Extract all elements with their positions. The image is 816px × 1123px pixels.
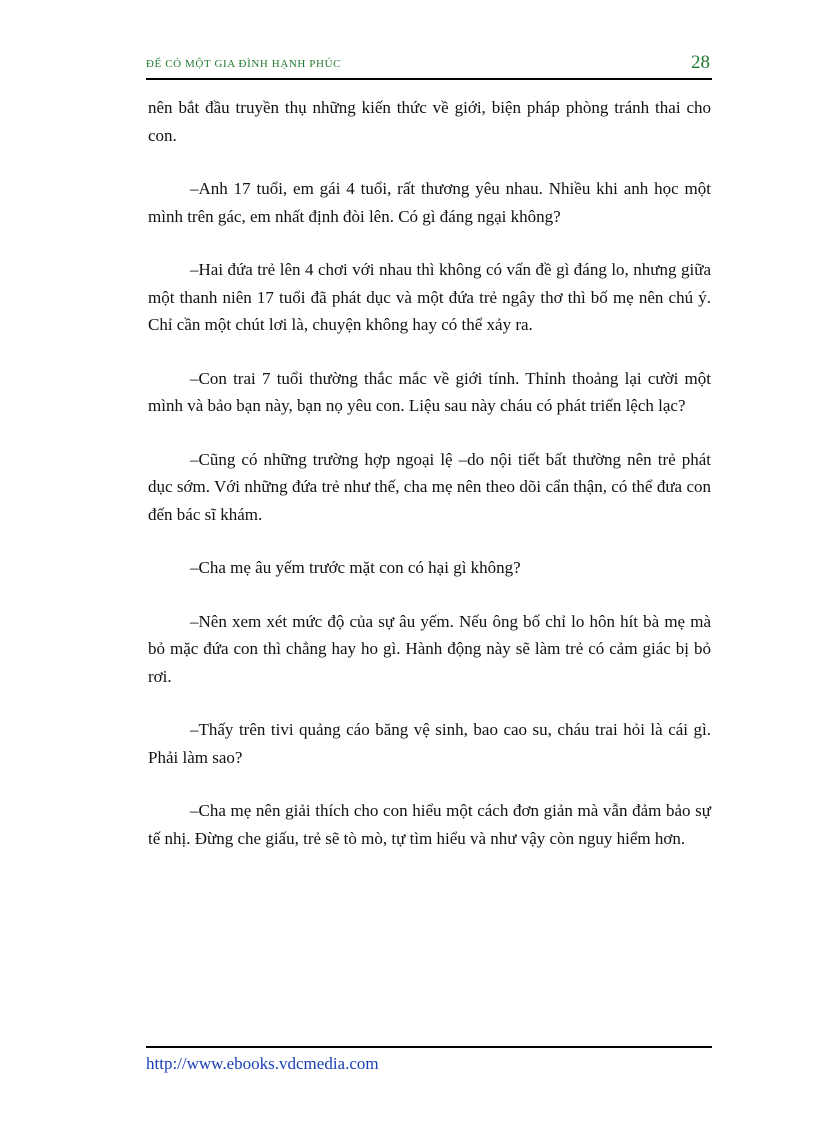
paragraph-question: –Thấy trên tivi quảng cáo băng vệ sinh, bao cao su, cháu trai hỏi là cái gì. Phải làm sao? — [148, 720, 711, 767]
header-title: ĐỂ CÓ MỘT GIA ĐÌNH HẠNH PHÚC — [146, 58, 342, 70]
paragraph-answer: –Cha mẹ nên giải thích cho con hiểu một cách đơn giản mà vẫn đảm bảo sự tế nhị. Đừng che giấu, trẻ sẽ tò mò, tự tìm hiểu và như vậy còn nguy hiểm hơn. — [148, 801, 711, 848]
body-text — [148, 94, 711, 878]
paragraph-question: –Con trai 7 tuổi thường thắc mắc về giới tính. Thỉnh thoảng lại cười một mình và bảo bạn này, bạn nọ yêu con. Liệu sau này cháu có phát triển lệch lạc? — [148, 368, 711, 415]
paragraph-answer: –Cũng có những trường hợp ngoại lệ –do nội tiết bất thường nên trẻ phát dục sớm. Với những đứa trẻ như thế, cha mẹ nên theo dõi cẩn thận, có thể đưa con đến bác sĩ khám. — [148, 449, 711, 524]
page-footer — [146, 1046, 712, 1074]
page-header — [146, 52, 712, 80]
footer-link[interactable]: http://www.ebooks.vdcmedia.com — [146, 1054, 379, 1073]
paragraph-question: –Cha mẹ âu yếm trước mặt con có hại gì không? — [190, 558, 521, 577]
paragraph-question: –Anh 17 tuổi, em gái 4 tuổi, rất thương yêu nhau. Nhiều khi anh học một mình trên gác, em nhất định đòi lên. Có gì đáng ngại không? — [148, 179, 711, 226]
paragraph-answer: –Hai đứa trẻ lên 4 chơi với nhau thì không có vấn đề gì đáng lo, nhưng giữa một thanh niên 17 tuổi đã phát dục và một đứa trẻ ngây thơ thì bố mẹ nên chú ý. Chỉ cần một chút lơi là, chuyện không hay có thể xảy ra. — [148, 260, 711, 334]
paragraph-continuation: nên bắt đầu truyền thụ những kiến thức về giới, biện pháp phòng tránh thai cho con. — [148, 98, 711, 145]
paragraph-answer: –Nên xem xét mức độ của sự âu yếm. Nếu ông bố chỉ lo hôn hít bà mẹ mà bỏ mặc đứa con thì chẳng hay ho gì. Hành động này sẽ làm trẻ có cảm giác bị bỏ rơi. — [148, 611, 711, 686]
page-number: 28 — [691, 52, 710, 73]
